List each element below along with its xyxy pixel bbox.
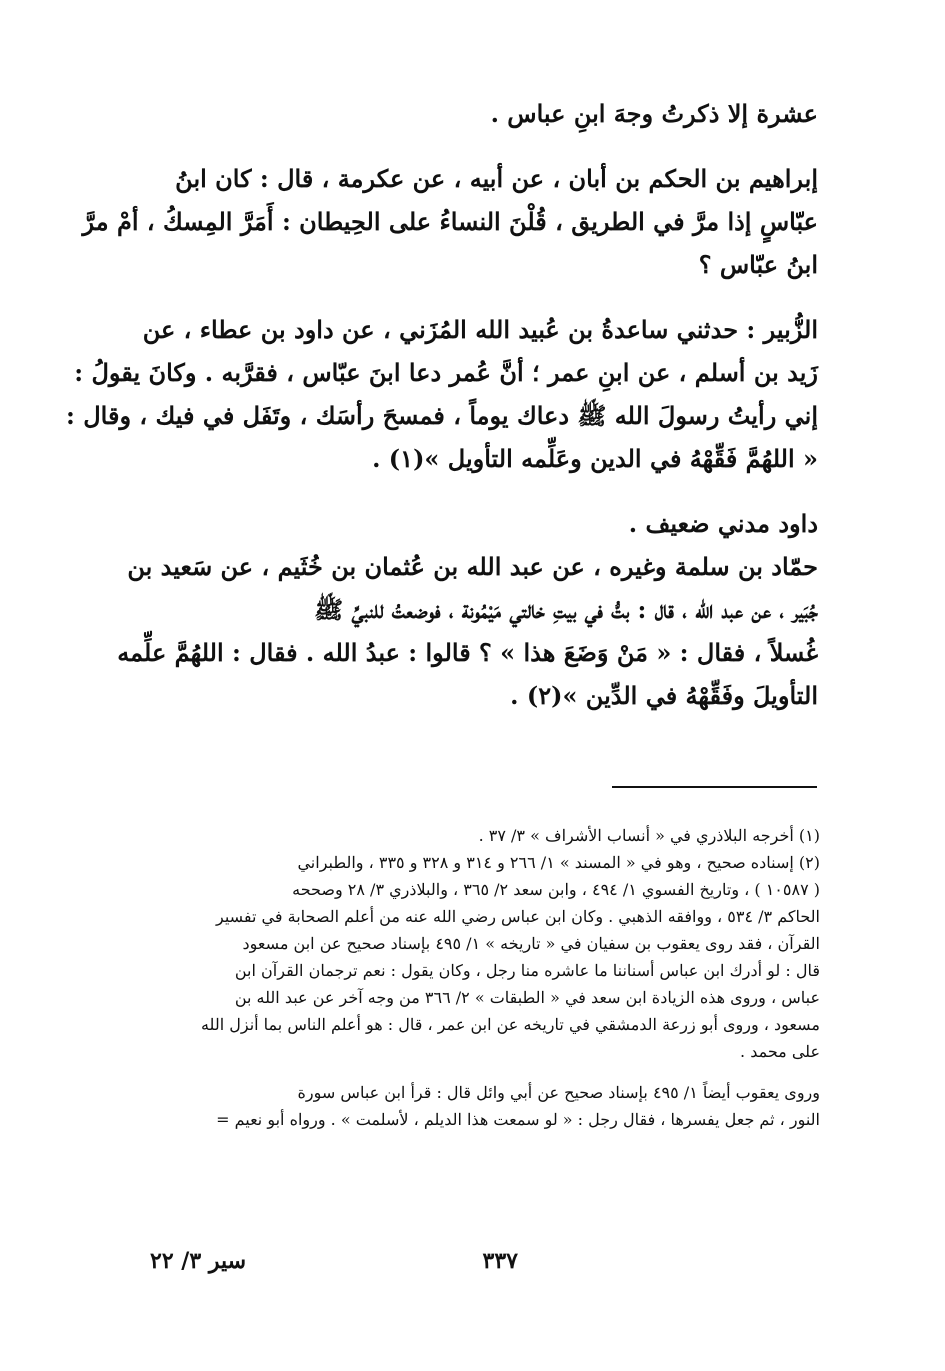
main-line: التأويلَ وفَقِّهْهُ في الدِّين »(٢) . (510, 681, 818, 710)
footnote-line: الحاكم ٣/ ٥٣٤ ، ووافقه الذهبي . وكان ابن عباس رضي الله عنه من أعلم الصحابة في تفسير (215, 907, 820, 926)
footnote-separator (612, 786, 817, 788)
main-line: عبّاسٍ إذا مرَّ في الطريق ، قُلْنَ النساءُ على الحِيطان : أَمَرَّ المِسكُ ، أمْ مرَّ (82, 207, 818, 236)
main-line: زَيد بن أسلم ، عن ابنِ عمر ؛ أنَّ عُمر دعا ابنَ عبّاس ، فقرَّبه . وكانَ يقولُ : (74, 358, 818, 387)
paragraph-gap (150, 286, 818, 308)
footnote-line: على محمد . (740, 1042, 820, 1061)
footnote-line: (٢) إسناده صحيح ، وهو في « المسند » ١/ ٢٦٦ و ٣١٤ و ٣٢٨ و ٣٣٥ ، والطبراني (297, 853, 820, 872)
main-text (66, 92, 818, 717)
main-line: ابنُ عبّاس ؟ (698, 250, 818, 279)
footnote-line: قال : لو أدرك ابن عباس أسناننا ما عاشره منا رجل ، وكان يقول : نعم ترجمان القرآن ابن (234, 961, 820, 980)
paragraph-gap (150, 135, 818, 157)
main-line: إني رأيتُ رسولَ الله ﷺ دعاك يوماً ، فمسحَ رأسَك ، وتَفَل في فيك ، وقال : (66, 401, 818, 430)
footnote-line: وروى يعقوب أيضاً ١/ ٤٩٥ بإسناد صحيح عن أبي وائل قال : قرأ ابن عباس سورة (297, 1083, 820, 1102)
main-line: حمّاد بن سلمة وغيره ، عن عبد الله بن عُثمان بن خُثَيم ، عن سَعيد بن (127, 552, 818, 581)
main-line: جُبَير ، عن عبد الله ، قال : بتُّ في بيتِ خالتي مَيْمُونة ، فوضعتُ للنبيِّ ﷺ (314, 595, 818, 624)
main-line: إبراهيم بن الحكم بن أبان ، عن أبيه ، عن عكرمة ، قال : كان ابنُ (175, 164, 818, 193)
footnote-gap (160, 1065, 820, 1079)
volume-signature: سير ٣/ ٢٢ (150, 1248, 247, 1274)
main-line: داود مدني ضعيف . (628, 509, 818, 538)
footnote-line: ( ١٠٥٨٧ ) ، وتاريخ الفسوي ١/ ٤٩٤ ، وابن سعد ٢/ ٣٦٥ ، والبلاذري ٣/ ٢٨ وصححه (292, 880, 820, 899)
main-line: غُسلاً ، فقال : « مَنْ وَضَعَ هذا » ؟ قالوا : عبدُ الله . فقال : اللهُمَّ علِّمه (117, 638, 818, 667)
main-line: عشرة إلا ذكرتُ وجهَ ابنِ عباس . (490, 99, 818, 128)
footnote-line: مسعود ، وروى أبو زرعة الدمشقي في تاريخه عن ابن عمر ، قال : هو أعلم الناس بما أنزل الله (200, 1015, 820, 1034)
page-number: ٣٣٧ (482, 1248, 518, 1274)
footnote-line: القرآن ، فقد روى يعقوب بن سفيان في « تاريخه » ١/ ٤٩٥ بإسناد صحيح عن ابن مسعود (242, 934, 820, 953)
page-footer (150, 1248, 818, 1284)
main-line: « اللهُمَّ فَقِّهْهُ في الدين وعَلِّمه التأويل »(١) . (372, 444, 818, 473)
paragraph-gap (150, 480, 818, 502)
footnotes (160, 822, 820, 1133)
footnote-line: عباس ، وروى هذه الزيادة ابن سعد في « الطبقات » ٢/ ٣٦٦ من وجه آخر عن عبد الله بن (234, 988, 820, 1007)
footnote-line: (١) أخرجه البلاذري في « أنساب الأشراف » ٣/ ٣٧ . (478, 826, 820, 845)
footnote-line: النور ، ثم جعل يفسرها ، فقال رجل : « لو سمعت هذا الديلم ، لأسلمت » . ورواه أبو نعيم = (216, 1110, 820, 1129)
main-line: الزُّبير : حدثني ساعدةُ بن عُبيد الله المُزَني ، عن داود بن عطاء ، عن (142, 315, 818, 344)
